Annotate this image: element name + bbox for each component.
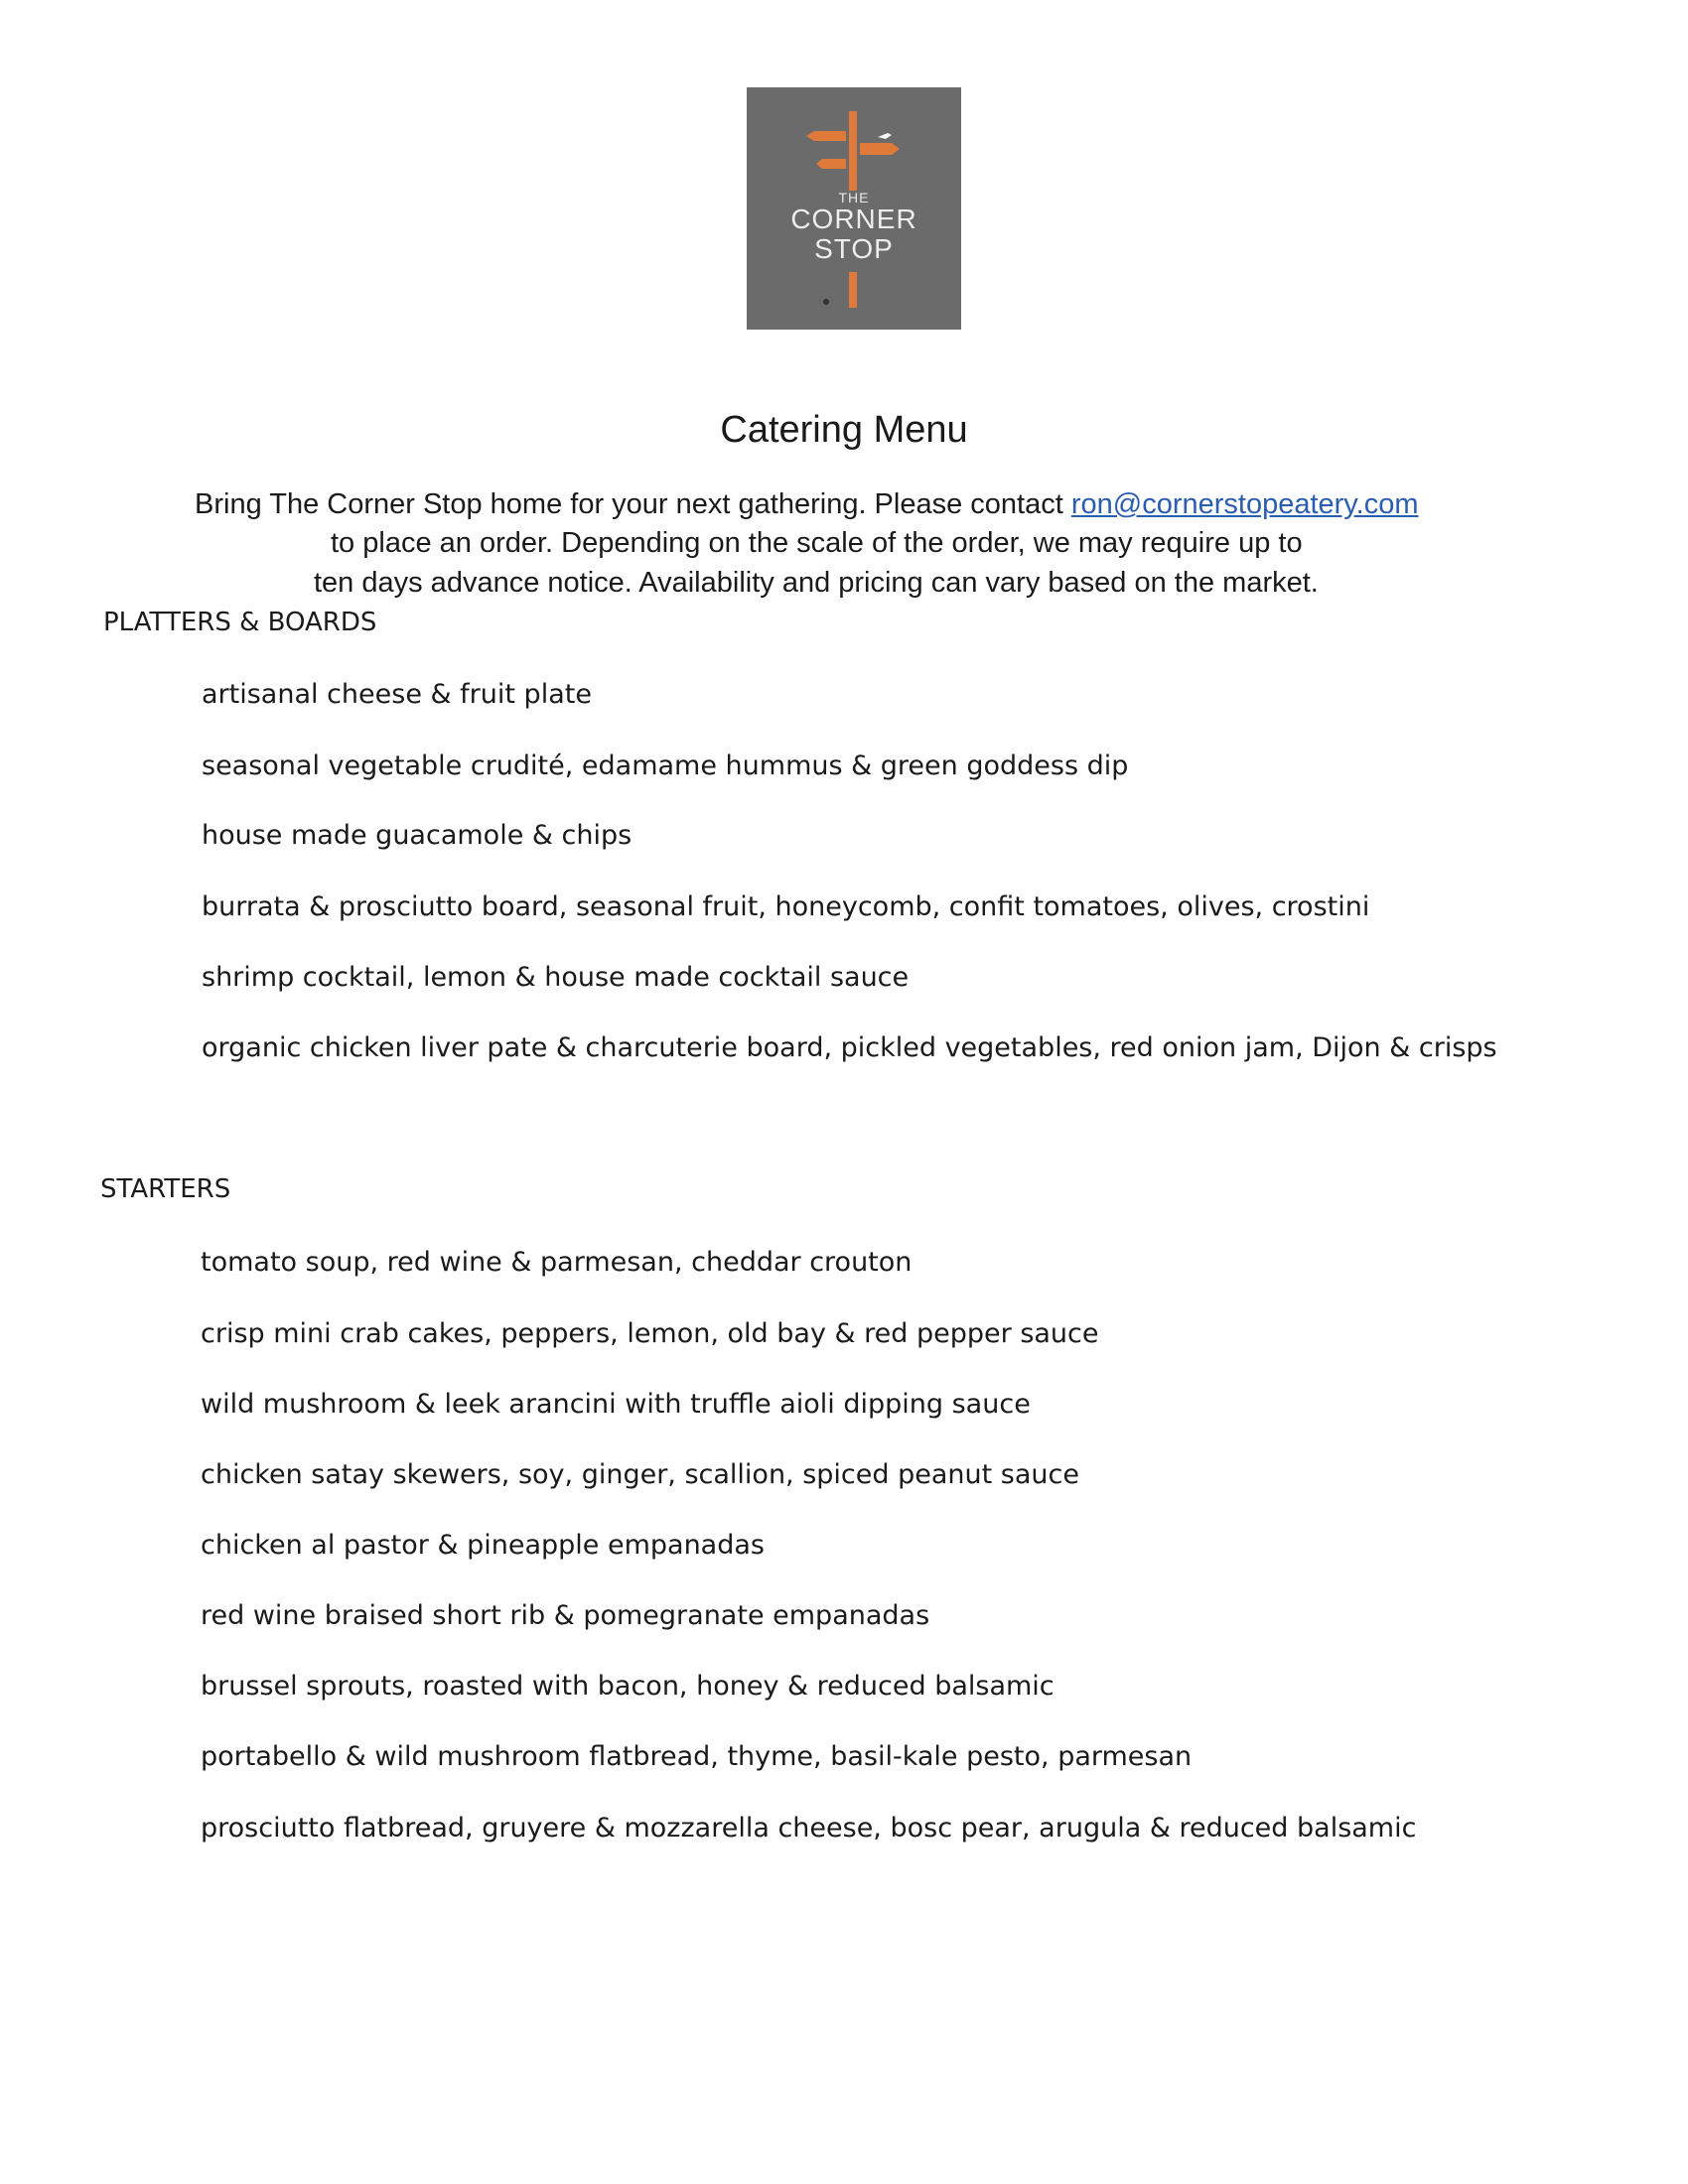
page-title: Catering Menu [720,409,968,451]
intro-line-3: ten days advance notice. Availability and pricing can vary based on the market. [314,567,1319,599]
menu-item: shrimp cocktail, lemon & house made cocktail sauce [202,962,910,993]
menu-item: house made guacamole & chips [202,820,633,851]
menu-item: tomato soup, red wine & parmesan, cheddar crouton [201,1247,913,1278]
corner-stop-logo [747,87,961,330]
menu-item: artisanal cheese & fruit plate [202,679,592,710]
intro-line-1 [195,488,1419,521]
menu-item: organic chicken liver pate & charcuterie board, pickled vegetables, red onion jam, Dijon & crisps [202,1032,1497,1063]
menu-item: brussel sprouts, roasted with bacon, honey & reduced balsamic [201,1671,1055,1702]
section-heading-platters: PLATTERS & BOARDS [103,608,377,637]
menu-item: burrata & prosciutto board, seasonal fruit, honeycomb, confit tomatoes, olives, crostini [202,891,1370,922]
menu-item: crisp mini crab cakes, peppers, lemon, old bay & red pepper sauce [201,1318,1099,1349]
menu-item: prosciutto flatbread, gruyere & mozzarella cheese, bosc pear, arugula & reduced balsamic [201,1813,1417,1843]
intro-line-1-text: Bring The Corner Stop home for your next gathering. Please contact [195,488,1071,520]
logo-text-the: THE [838,190,870,205]
menu-item: wild mushroom & leek arancini with truffle aioli dipping sauce [201,1389,1031,1420]
intro-line-2: to place an order. Depending on the scale of the order, we may require up to [331,527,1303,559]
menu-item: red wine braised short rib & pomegranate empanadas [201,1600,930,1631]
logo-text-stop: STOP [814,233,894,264]
contact-email-link[interactable]: ron@cornerstopeatery.com [1070,488,1419,520]
logo-text-corner: CORNER [790,204,917,234]
menu-item: chicken al pastor & pineapple empanadas [201,1530,765,1561]
menu-item: seasonal vegetable crudité, edamame hummus & green goddess dip [202,751,1129,781]
menu-item: portabello & wild mushroom flatbread, thyme, basil-kale pesto, parmesan [201,1741,1193,1772]
menu-item: chicken satay skewers, soy, ginger, scallion, spiced peanut sauce [201,1459,1079,1490]
section-heading-starters: STARTERS [100,1174,231,1204]
